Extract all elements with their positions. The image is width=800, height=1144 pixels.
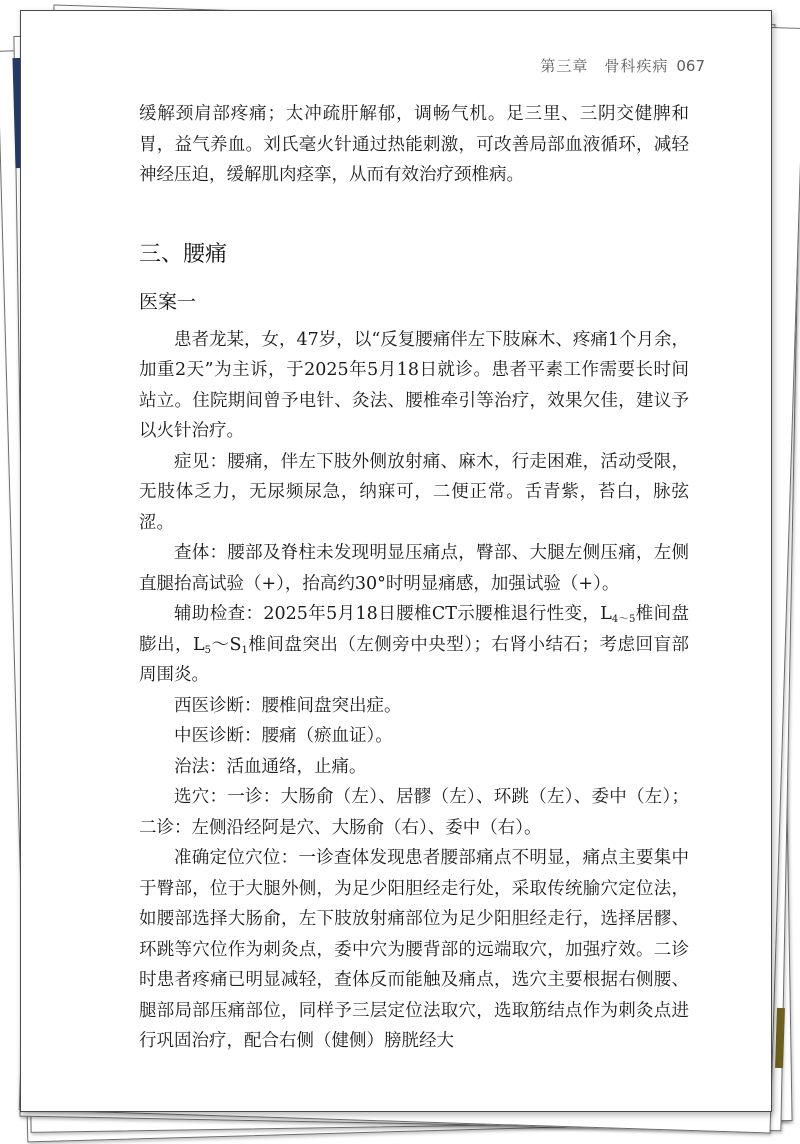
history-paragraph: 患者龙某，女，47岁，以“反复腰痛伴左下肢麻木、疼痛1个月余，加重2天”为主诉，于2025年5月18日就诊。患者平素工作需要长时间站立。住院期间曾予电针、灸法、腰椎牵引等治疗，效果欠佳，建议予以火针治疗。 (139, 329, 689, 441)
case-title: 医案一 (139, 290, 197, 313)
symptoms-paragraph: 症见：腰痛，伴左下肢外侧放射痛、麻木，行走困难，活动受限，无肢体乏力，无尿频尿急，纳寐可，二便正常。舌青紫，苔白，脉弦涩。 (139, 451, 689, 533)
page-body (139, 99, 689, 1057)
aux-text-b: 椎间盘膨出，L (139, 604, 690, 655)
acupoint-selection: 选穴：一诊：大肠俞（左）、居髎（左）、环跳（左）、委中（左）；二诊：左侧沿经阿是穴、大肠俞（右）、委中（右）。 (139, 787, 689, 838)
page-number: 067 (676, 57, 705, 75)
point-location-paragraph: 准确定位穴位：一诊查体发现患者腰部痛点不明显，痛点主要集中于臀部，位于大腿外侧，为足少阳胆经走行处，采取传统腧穴定位法，如腰部选择大肠俞，左下肢放射痛部位为足少阳胆经走行，选择居髎、环跳等穴位作为刺灸点，委中穴为腰背部的远端取穴，加强疗效。二诊时患者疼痛已明显减轻，查体反而能触及痛点，选穴主要根据右侧腰、腿部局部压痛部位，同样予三层定位法取穴，选取筋结点作为刺灸点进行巩固治疗，配合右侧（健侧）膀胱经大 (139, 848, 689, 1051)
running-header (540, 55, 705, 76)
aux-text-a: 辅助检查：2025年5月18日腰椎CT示腰椎退行性变，L (174, 604, 612, 624)
aux-subscript-1: 4～5 (611, 614, 636, 625)
aux-subscript-2: 5 (204, 644, 211, 656)
tcm-diagnosis: 中医诊断：腰痛（瘀血证）。 (174, 726, 393, 746)
aux-text-c: ～S (210, 634, 242, 655)
aux-text-d: 椎间盘突出（左侧旁中央型）；右肾小结石；考虑回盲部周围炎。 (139, 634, 689, 685)
intro-paragraph: 缓解颈肩部疼痛；太冲疏肝解郁，调畅气机。足三里、三阴交健脾和胃，益气养血。刘氏毫火针通过热能刺激，可改善局部血液循环，减轻神经压迫，缓解肌肉痉挛，从而有效治疗颈椎病。 (139, 104, 689, 185)
section-title: 三、腰痛 (139, 241, 228, 267)
aux-exam-paragraph (139, 599, 689, 691)
western-diagnosis: 西医诊断：腰椎间盘突出症。 (174, 695, 402, 716)
book-page (20, 10, 772, 1112)
treatment-method: 治法：活血通络，止痛。 (174, 756, 367, 777)
exam-paragraph: 查体：腰部及脊柱未发现明显压痛点，臀部、大腿左侧压痛，左侧直腿抬高试验（+），抬高约30°时明显痛感，加强试验（+）。 (139, 543, 689, 594)
chapter-title: 第三章 骨科疾病 (540, 57, 669, 75)
aux-subscript-3: 1 (241, 644, 248, 656)
